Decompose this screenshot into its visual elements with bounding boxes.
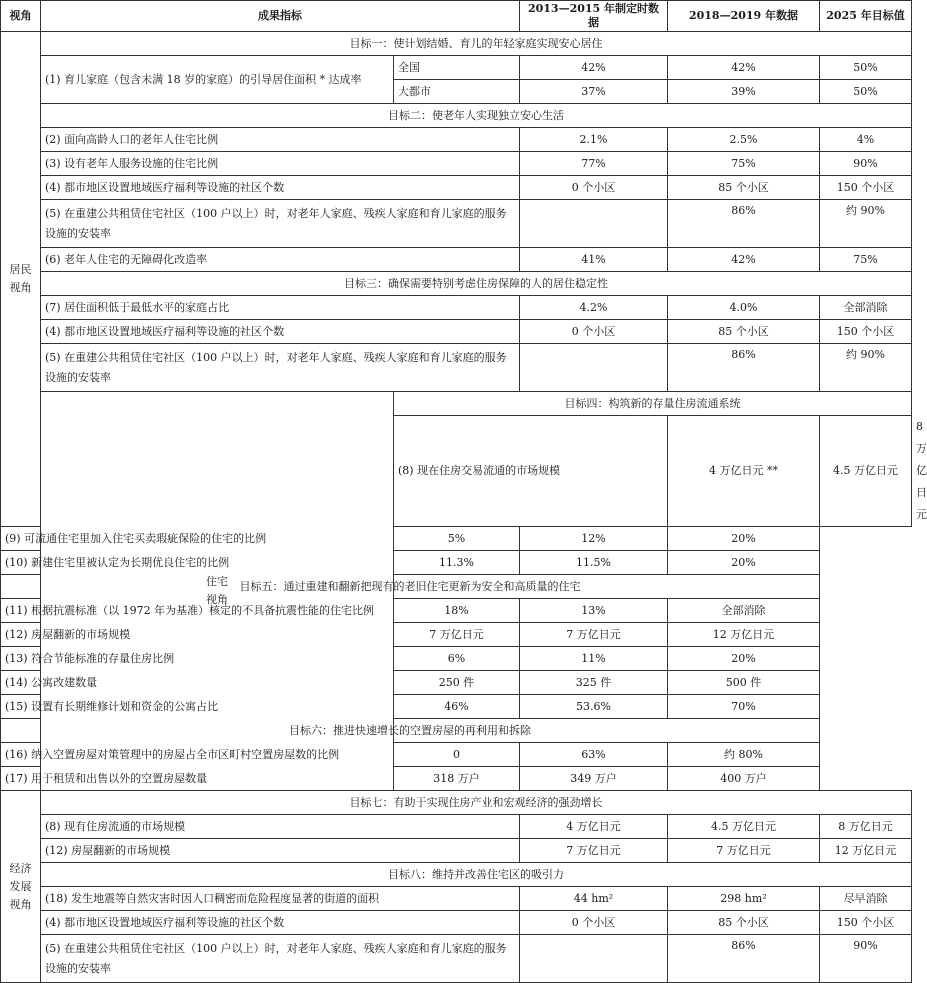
target-row bbox=[1, 791, 912, 815]
indicator-label: (12) 房屋翻新的市场规模 bbox=[1, 623, 394, 647]
cell-baseline bbox=[520, 200, 668, 248]
cell-baseline: 0 个小区 bbox=[520, 911, 668, 935]
target-2: 目标二：使老年人实现独立安心生活 bbox=[41, 104, 912, 128]
cell-target: 尽早消除 bbox=[820, 887, 912, 911]
indicator-label: (9) 可流通住宅里加入住宅买卖瑕疵保险的住宅的比例 bbox=[1, 527, 394, 551]
cell-recent: 42% bbox=[668, 248, 820, 272]
table-row bbox=[1, 176, 912, 200]
cell-target: 20% bbox=[668, 527, 820, 551]
cell-recent: 86% bbox=[668, 200, 820, 248]
cell-recent: 53.6% bbox=[520, 695, 668, 719]
cell-recent: 85 个小区 bbox=[668, 320, 820, 344]
table-row bbox=[1, 839, 912, 863]
indicator-label: (1) 育儿家庭（包含未满 18 岁的家庭）的引导居住面积 * 达成率 bbox=[41, 56, 394, 104]
table-row bbox=[1, 128, 912, 152]
cell-target: 12 万亿日元 bbox=[668, 623, 820, 647]
cell-recent: 325 件 bbox=[520, 671, 668, 695]
indicator-label: (13) 符合节能标准的存量住房比例 bbox=[1, 647, 394, 671]
cell-target: 70% bbox=[668, 695, 820, 719]
table-row: (8) 现在住房交易流通的市场规模 4 万亿日元 ** 4.5 万亿日元 8 万亿日元 bbox=[1, 416, 912, 527]
table-row bbox=[1, 671, 912, 695]
perspective-resident: 居民 视角 bbox=[1, 32, 41, 527]
table-row bbox=[1, 527, 912, 551]
cell-target: 150 个小区 bbox=[820, 320, 912, 344]
header-indicator: 成果指标 bbox=[41, 1, 520, 32]
indicator-label: (6) 老年人住宅的无障碍化改造率 bbox=[41, 248, 520, 272]
table-row bbox=[1, 695, 912, 719]
indicator-label: (14) 公寓改建数量 bbox=[1, 671, 394, 695]
cell-target: 50% bbox=[820, 56, 912, 80]
table-row bbox=[1, 248, 912, 272]
cell-target: 150 个小区 bbox=[820, 176, 912, 200]
cell-baseline: 18% bbox=[394, 599, 520, 623]
cell-recent: 39% bbox=[668, 80, 820, 104]
cell-baseline: 2.1% bbox=[520, 128, 668, 152]
target-row bbox=[1, 575, 912, 599]
cell-recent: 298 hm² bbox=[668, 887, 820, 911]
cell-target: 20% bbox=[668, 647, 820, 671]
indicator-label: (10) 新建住宅里被认定为长期优良住宅的比例 bbox=[1, 551, 394, 575]
cell-recent: 42% bbox=[668, 56, 820, 80]
cell-target: 400 万户 bbox=[668, 767, 820, 791]
cell-target: 500 件 bbox=[668, 671, 820, 695]
cell-target: 12 万亿日元 bbox=[820, 839, 912, 863]
cell-baseline: 7 万亿日元 bbox=[394, 623, 520, 647]
target-3: 目标三：确保需要特别考虑住房保障的人的居住稳定性 bbox=[41, 272, 912, 296]
cell-recent: 4.5 万亿日元 bbox=[668, 815, 820, 839]
cell-baseline: 11.3% bbox=[394, 551, 520, 575]
cell-recent: 85 个小区 bbox=[668, 911, 820, 935]
indicator-label: (5) 在重建公共租赁住宅社区（100 户以上）时，对老年人家庭、残疾人家庭和育儿家庭的服务设施的安装率 bbox=[41, 344, 520, 392]
cell-baseline: 0 bbox=[394, 743, 520, 767]
target-1: 目标一：使计划结婚、育儿的年轻家庭实现安心居住 bbox=[41, 32, 912, 56]
cell-baseline: 0 个小区 bbox=[520, 320, 668, 344]
target-row bbox=[1, 272, 912, 296]
cell-baseline bbox=[520, 935, 668, 983]
cell-baseline: 318 万户 bbox=[394, 767, 520, 791]
indicator-label: (11) 根据抗震标准（以 1972 年为基准）核定的不具备抗震性能的住宅比例 bbox=[1, 599, 394, 623]
cell-baseline: 77% bbox=[520, 152, 668, 176]
cell-recent: 4.0% bbox=[668, 296, 820, 320]
indicator-label: (4) 都市地区设置地域医疗福利等设施的社区个数 bbox=[41, 911, 520, 935]
indicator-label: (8) 现在住房交易流通的市场规模 bbox=[394, 416, 668, 527]
indicator-label: (8) 现有住房流通的市场规模 bbox=[41, 815, 520, 839]
cell-baseline: 46% bbox=[394, 695, 520, 719]
cell-target: 全部消除 bbox=[668, 599, 820, 623]
header-perspective: 视角 bbox=[1, 1, 41, 32]
cell-baseline: 250 件 bbox=[394, 671, 520, 695]
table-row bbox=[1, 623, 912, 647]
indicator-label: (15) 设置有长期维修计划和资金的公寓占比 bbox=[1, 695, 394, 719]
table-row bbox=[1, 935, 912, 983]
table-row bbox=[1, 320, 912, 344]
target-8: 目标八：维持并改善住宅区的吸引力 bbox=[41, 863, 912, 887]
perspective-housing: 住宅 视角 bbox=[41, 392, 394, 791]
cell-baseline: 6% bbox=[394, 647, 520, 671]
cell-target: 全部消除 bbox=[820, 296, 912, 320]
cell-baseline: 0 个小区 bbox=[520, 176, 668, 200]
indicator-label: (4) 都市地区设置地域医疗福利等设施的社区个数 bbox=[41, 176, 520, 200]
target-row bbox=[1, 863, 912, 887]
target-row bbox=[1, 719, 912, 743]
cell-target: 90% bbox=[820, 152, 912, 176]
cell-recent: 86% bbox=[668, 344, 820, 392]
cell-target: 150 个小区 bbox=[820, 911, 912, 935]
table-row bbox=[1, 200, 912, 248]
target-4: 目标四：构筑新的存量住房流通系统 bbox=[394, 392, 912, 416]
cell-recent: 349 万户 bbox=[520, 767, 668, 791]
cell-recent: 13% bbox=[520, 599, 668, 623]
indicator-label: (16) 纳入空置房屋对策管理中的房屋占全市区町村空置房屋数的比例 bbox=[1, 743, 394, 767]
table-row bbox=[1, 56, 912, 80]
cell-baseline bbox=[520, 344, 668, 392]
cell-baseline: 37% bbox=[520, 80, 668, 104]
cell-baseline: 7 万亿日元 bbox=[520, 839, 668, 863]
indicator-label: (2) 面向高龄人口的老年人住宅比例 bbox=[41, 128, 520, 152]
table-row bbox=[1, 743, 912, 767]
cell-recent: 11% bbox=[520, 647, 668, 671]
table-row bbox=[1, 152, 912, 176]
indicator-label: (4) 都市地区设置地域医疗福利等设施的社区个数 bbox=[41, 320, 520, 344]
table-row bbox=[1, 815, 912, 839]
cell-target: 90% bbox=[820, 935, 912, 983]
target-row bbox=[1, 32, 912, 56]
cell-baseline: 44 hm² bbox=[520, 887, 668, 911]
header-row bbox=[1, 1, 912, 32]
cell-target: 约 80% bbox=[668, 743, 820, 767]
target-row bbox=[1, 104, 912, 128]
cell-recent: 85 个小区 bbox=[668, 176, 820, 200]
cell-baseline: 41% bbox=[520, 248, 668, 272]
perspective-economy: 经济 发展 视角 bbox=[1, 791, 41, 983]
cell-target: 约 90% bbox=[820, 344, 912, 392]
cell-recent: 63% bbox=[520, 743, 668, 767]
target-5: 目标五：通过重建和翻新把现有的老旧住宅更新为安全和高质量的住宅 bbox=[1, 575, 820, 599]
sub-label-metro: 大都市 bbox=[394, 80, 520, 104]
header-recent: 2018—2019 年数据 bbox=[668, 1, 820, 32]
table-row bbox=[1, 887, 912, 911]
indicator-label: (5) 在重建公共租赁住宅社区（100 户以上）时，对老年人家庭、残疾人家庭和育儿家庭的服务设施的安装率 bbox=[41, 200, 520, 248]
target-7: 目标七：有助于实现住房产业和宏观经济的强劲增长 bbox=[41, 791, 912, 815]
indicator-label: (3) 设有老年人服务设施的住宅比例 bbox=[41, 152, 520, 176]
indicator-label: (7) 居住面积低于最低水平的家庭占比 bbox=[41, 296, 520, 320]
cell-baseline: 42% bbox=[520, 56, 668, 80]
cell-baseline: 4 万亿日元 bbox=[520, 815, 668, 839]
sub-label-national: 全国 bbox=[394, 56, 520, 80]
cell-recent: 7 万亿日元 bbox=[668, 839, 820, 863]
table-row bbox=[1, 344, 912, 392]
cell-target: 20% bbox=[668, 551, 820, 575]
indicator-label: (17) 用于租赁和出售以外的空置房屋数量 bbox=[1, 767, 394, 791]
cell-recent: 75% bbox=[668, 152, 820, 176]
cell-recent: 12% bbox=[520, 527, 668, 551]
header-target-2025: 2025 年目标值 bbox=[820, 1, 912, 32]
indicator-label: (5) 在重建公共租赁住宅社区（100 户以上）时，对老年人家庭、残疾人家庭和育儿家庭的服务设施的安装率 bbox=[41, 935, 520, 983]
cell-target: 约 90% bbox=[820, 200, 912, 248]
cell-recent: 11.5% bbox=[520, 551, 668, 575]
cell-target: 50% bbox=[820, 80, 912, 104]
indicator-label: (18) 发生地震等自然灾害时因人口稠密而危险程度显著的街道的面积 bbox=[41, 887, 520, 911]
table-row bbox=[1, 911, 912, 935]
cell-target: 75% bbox=[820, 248, 912, 272]
cell-target: 8 万亿日元 bbox=[820, 815, 912, 839]
table-row bbox=[1, 551, 912, 575]
target-row bbox=[1, 392, 912, 416]
cell-recent: 2.5% bbox=[668, 128, 820, 152]
table-row bbox=[1, 647, 912, 671]
cell-target: 4% bbox=[820, 128, 912, 152]
table-row bbox=[1, 599, 912, 623]
cell-recent: 86% bbox=[668, 935, 820, 983]
indicator-label: (12) 房屋翻新的市场规模 bbox=[41, 839, 520, 863]
cell-baseline: 4 万亿日元 ** bbox=[668, 416, 820, 527]
table-row bbox=[1, 767, 912, 791]
cell-baseline: 5% bbox=[394, 527, 520, 551]
target-6: 目标六：推进快速增长的空置房屋的再利用和拆除 bbox=[1, 719, 820, 743]
cell-baseline: 4.2% bbox=[520, 296, 668, 320]
cell-recent: 7 万亿日元 bbox=[520, 623, 668, 647]
cell-recent: 4.5 万亿日元 bbox=[820, 416, 912, 527]
table-row bbox=[1, 296, 912, 320]
header-baseline: 2013—2015 年制定时数据 bbox=[520, 1, 668, 32]
